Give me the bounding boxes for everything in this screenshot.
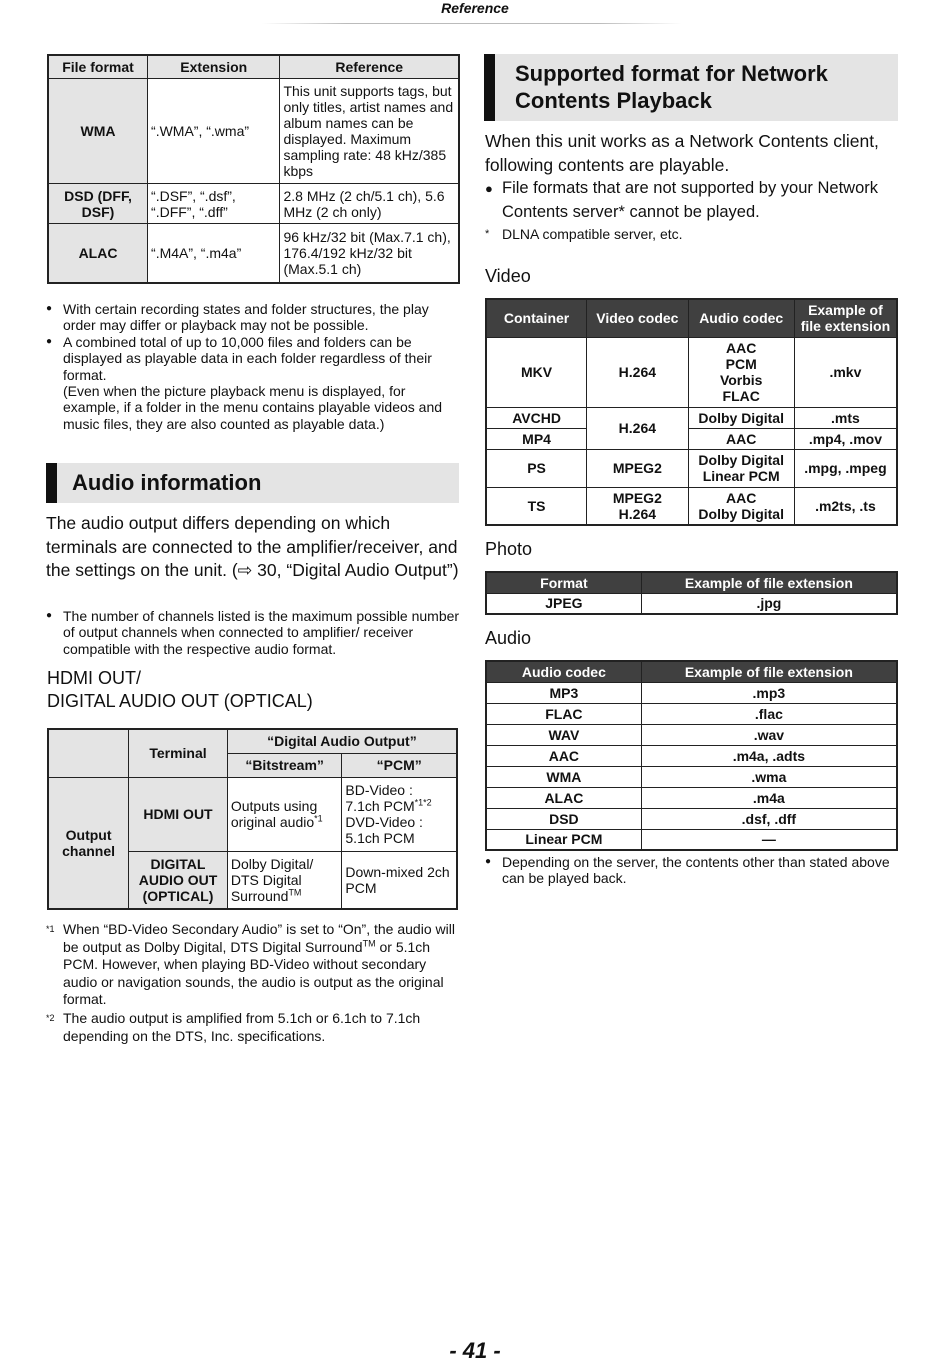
codec-line: Vorbis <box>719 372 763 388</box>
table-row <box>48 183 459 224</box>
footnote-1 <box>46 921 462 1009</box>
network-heading <box>484 54 898 121</box>
codec-line: MPEG2 <box>612 489 662 506</box>
codec-line: AAC <box>726 340 757 356</box>
video-codec-cell: H.264 <box>587 337 688 407</box>
photo-table <box>485 571 898 615</box>
network-unsupported-note: ● File formats that are not supported by your Network Contents server* cannot be played. <box>485 177 895 224</box>
file-format-table <box>47 54 460 284</box>
table-row <box>486 829 897 850</box>
extension-cell: .dsf, .dff <box>641 808 897 829</box>
codec-line: H.264 <box>618 505 657 522</box>
extension-cell: .wma <box>641 766 897 787</box>
extension-cell: “.M4A”, “.m4a” <box>148 224 280 283</box>
codec-cell: FLAC <box>486 703 641 724</box>
note-play-order: ● With certain recording states and folder structures, the play order may differ or playback may not be possible. <box>46 301 460 334</box>
codec-line: PCM <box>725 356 757 372</box>
cell-line: DVD-Video : <box>345 814 423 830</box>
table-row <box>486 724 897 745</box>
codec-cell: AAC <box>486 745 641 766</box>
footnote-mark: *2 <box>46 1013 55 1023</box>
extension-cell: “.WMA”, “.wma” <box>148 78 280 183</box>
table-row <box>486 682 897 703</box>
col-header-file-extension: Example of file extension <box>794 299 897 337</box>
video-codec-cell <box>587 487 688 525</box>
extension-cell: .mts <box>794 407 897 428</box>
cell-line: BD-Video : <box>345 782 413 798</box>
codec-line: Dolby Digital <box>698 505 784 522</box>
audio-codec-cell: AAC <box>688 428 794 449</box>
extension-cell: .m4a <box>641 787 897 808</box>
col-header-file-format: File format <box>48 55 148 78</box>
network-title: Supported format for Network Contents Playback <box>515 61 828 113</box>
col-header-file-extension: Example of file extension <box>641 572 897 593</box>
hdmi-subheading <box>47 667 313 713</box>
audio-format-table <box>485 660 898 851</box>
table-row <box>486 703 897 724</box>
col-header-audio-codec: Audio codec <box>688 299 794 337</box>
extension-cell: .mp4, .mov <box>794 428 897 449</box>
extension-cell: .m2ts, .ts <box>794 487 897 525</box>
photo-label: Photo <box>485 539 533 559</box>
footnote-mark: *1 <box>314 813 323 824</box>
asterisk-mark: * <box>485 228 490 240</box>
codec-line: Linear PCM <box>702 468 780 484</box>
trademark-mark: TM <box>362 937 376 948</box>
network-intro: When this unit works as a Network Contents client, following contents are playable. <box>485 131 879 175</box>
optical-bitstream-cell <box>227 851 342 909</box>
codec-line: AAC <box>726 489 757 506</box>
trademark-mark: TM <box>288 887 302 898</box>
audio-info-title: Audio information <box>72 470 262 495</box>
col-header-reference: Reference <box>280 55 459 78</box>
video-label: Video <box>485 266 531 286</box>
container-cell: AVCHD <box>486 407 587 428</box>
container-cell: PS <box>486 449 587 487</box>
dlna-note <box>485 226 895 242</box>
audio-output-table <box>47 728 458 910</box>
table-row <box>486 766 897 787</box>
corner-cell <box>48 729 129 777</box>
terminal-header: Terminal <box>129 729 228 777</box>
footnote-text: When “BD-Video Secondary Audio” is set to “On”, the audio will be output as Dolby Digital, DTS Digital Surround <box>63 921 455 955</box>
hdmi-out-label: HDMI OUT <box>129 777 228 851</box>
server-note: ● Depending on the server, the contents other than stated above can be played back. <box>485 854 898 887</box>
col-header-file-extension: Example of file extension <box>641 661 897 682</box>
hdmi-bitstream-cell <box>227 777 342 851</box>
audio-info-intro: The audio output differs depending on which terminals are connected to the amplifier/receiver, and the settings on the unit. (⇨ 30, “Digital Audio Output”) <box>46 513 459 580</box>
table-row <box>486 337 897 407</box>
dlna-note-text: DLNA compatible server, etc. <box>502 226 683 242</box>
col-header-format: Format <box>486 572 641 593</box>
footnote-text: or 5.1ch PCM. However, when playing BD-Video without secondary audio or navigation sounds, the audio is output as the original format. <box>63 938 444 1007</box>
footnote-2 <box>46 1010 462 1045</box>
digital-audio-output-header: “Digital Audio Output” <box>227 729 457 753</box>
pcm-header: “PCM” <box>342 753 457 777</box>
reference-cell: 2.8 MHz (2 ch/5.1 ch), 5.6 MHz (2 ch only) <box>280 183 459 224</box>
subheading-line: HDMI OUT/ <box>47 668 141 688</box>
extension-cell: “.DSF”, “.dsf”, “.DFF”, “.dff” <box>148 183 280 224</box>
audio-codec-cell: Dolby Digital <box>688 407 794 428</box>
extension-cell: .jpg <box>641 593 897 614</box>
format-cell: DSD (DFF, DSF) <box>48 183 148 224</box>
table-row <box>48 78 459 183</box>
col-header-extension: Extension <box>148 55 280 78</box>
table-row <box>486 808 897 829</box>
extension-cell: — <box>641 829 897 850</box>
table-row <box>486 593 897 614</box>
table-row <box>486 487 897 525</box>
col-header-container: Container <box>486 299 587 337</box>
page-header: Reference <box>441 0 509 16</box>
cell-line: Surround <box>230 887 289 904</box>
cell-line: 7.1ch PCM <box>345 798 415 814</box>
extension-cell: .flac <box>641 703 897 724</box>
format-cell: ALAC <box>48 224 148 283</box>
codec-cell: WMA <box>486 766 641 787</box>
cell-text: Outputs using original audio <box>230 798 318 830</box>
audio-codec-cell <box>688 487 794 525</box>
format-cell: JPEG <box>486 593 641 614</box>
table-row <box>486 787 897 808</box>
reference-cell: 96 kHz/32 bit (Max.7.1 ch), 176.4/192 kHz/32 bit (Max.5.1 ch) <box>280 224 459 283</box>
codec-line: FLAC <box>722 388 760 404</box>
format-cell: WMA <box>48 78 148 183</box>
video-table <box>485 298 898 526</box>
extension-cell: .mp3 <box>641 682 897 703</box>
footnote-mark: *1*2 <box>414 797 432 808</box>
footnote-text: The audio output is amplified from 5.1ch or 6.1ch to 7.1ch depending on the DTS, Inc. specifications. <box>63 1010 421 1044</box>
optical-out-label: DIGITAL AUDIO OUT (OPTICAL) <box>129 851 228 909</box>
subheading-line: DIGITAL AUDIO OUT (OPTICAL) <box>47 691 313 711</box>
codec-cell: ALAC <box>486 787 641 808</box>
note-playback-menu: (Even when the picture playback menu is displayed, for example, if a folder in the menu contains playable videos and music files, they are also counted as playable data.) <box>63 383 443 432</box>
audio-codec-cell <box>688 337 794 407</box>
extension-cell: .mkv <box>794 337 897 407</box>
reference-cell: This unit supports tags, but only titles, artist names and album names can be displayed. Maximum sampling rate: 48 kHz/385 kbps <box>280 78 459 183</box>
table-row <box>486 745 897 766</box>
extension-cell: .wav <box>641 724 897 745</box>
container-cell: MP4 <box>486 428 587 449</box>
audio-channel-note: ● The number of channels listed is the maximum possible number of output channels when connected to amplifier/ receiver compatible with the respective audio format. <box>46 608 460 657</box>
bitstream-header: “Bitstream” <box>227 753 342 777</box>
video-codec-cell: H.264 <box>587 407 688 449</box>
col-header-video-codec: Video codec <box>587 299 688 337</box>
table-row <box>48 224 459 283</box>
container-cell: MKV <box>486 337 587 407</box>
table-row <box>486 428 897 449</box>
container-cell: TS <box>486 487 587 525</box>
cell-line: 5.1ch PCM <box>345 830 415 846</box>
header-divider <box>262 23 682 24</box>
hdmi-pcm-cell <box>342 777 457 851</box>
table-row <box>486 407 897 428</box>
codec-cell: MP3 <box>486 682 641 703</box>
footnote-mark: *1 <box>46 924 55 934</box>
extension-cell: .m4a, .adts <box>641 745 897 766</box>
col-header-audio-codec: Audio codec <box>486 661 641 682</box>
note-file-total: ● A combined total of up to 10,000 files and folders can be displayed as playable data in each folder regardless of their format. <box>46 334 460 383</box>
codec-cell: Linear PCM <box>486 829 641 850</box>
codec-line: Dolby Digital <box>698 452 784 468</box>
video-codec-cell: MPEG2 <box>587 449 688 487</box>
codec-cell: DSD <box>486 808 641 829</box>
extension-cell: .mpg, .mpeg <box>794 449 897 487</box>
audio-codec-cell <box>688 449 794 487</box>
optical-pcm-cell: Down-mixed 2ch PCM <box>342 851 457 909</box>
audio-info-heading <box>46 463 459 503</box>
codec-cell: WAV <box>486 724 641 745</box>
page-number: - 41 - <box>449 1338 501 1363</box>
cell-line: DTS Digital <box>230 871 302 888</box>
output-channel-label: Output channel <box>48 777 129 909</box>
cell-line: Dolby Digital/ <box>230 855 314 872</box>
table-row <box>486 449 897 487</box>
audio-label: Audio <box>485 628 532 648</box>
